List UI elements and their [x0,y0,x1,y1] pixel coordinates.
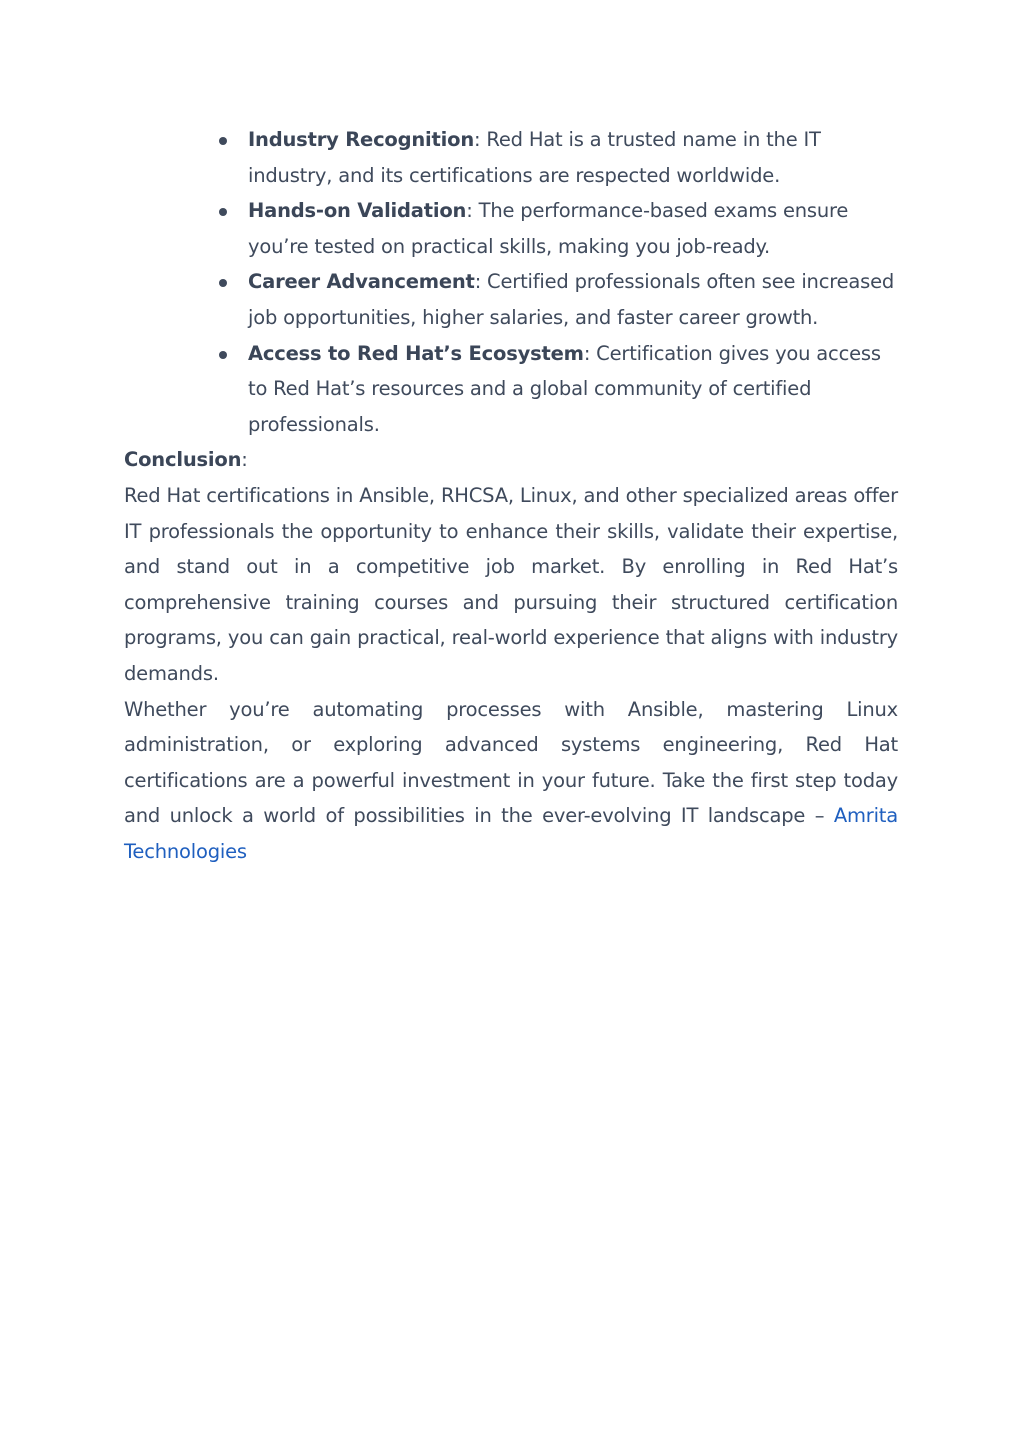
conclusion-paragraph-2-text: Whether you’re automating processes with Ansible, mastering Linux administration, or exploring advanced systems engineering, Red Hat certifications are a powerful investment in your future. Take the first step today and unlock a world of possibilities in the ever-evolving IT landscape [124,697,898,828]
conclusion-paragraph-2 [124,692,898,870]
bullet-term: Industry Recognition [248,128,475,151]
list-item [248,264,898,335]
conclusion-paragraph-1: Red Hat certifications in Ansible, RHCSA, Linux, and other specialized areas offer IT professionals the opportunity to enhance their skills, validate their expertise, and stand out in a competitive job market. By enrolling in Red Hat’s comprehensive training courses and pursuing their structured certification programs, you can gain practical, real-world experience that aligns with industry demands. [124,483,898,685]
document-content [124,122,898,869]
amrita-technologies-link[interactable]: Amrita Technologies [124,804,898,863]
list-item [248,336,898,443]
bullet-text: : Certified professionals often see increased job opportunities, higher salaries, and faster career growth. [248,270,895,329]
bullet-icon [219,279,227,287]
bullet-term: Hands-on Validation [248,199,467,223]
list-item [248,193,898,264]
bullet-text: : Certification gives you access to Red Hat’s resources and a global community of certified professionals. [248,341,881,436]
benefits-list [124,122,898,442]
bullet-term: Career Advancement [248,270,475,294]
conclusion-title: Conclusion [124,448,242,472]
conclusion-colon: : [241,448,248,472]
bullet-icon [219,208,227,216]
bullet-icon [219,351,227,359]
list-item [248,122,898,193]
dash-separator: – [814,804,825,828]
bullet-text: : Red Hat is a trusted name in the IT industry, and its certifications are respected worldwide. [248,128,821,187]
bullet-icon [219,137,227,145]
bullet-term: Access to Red Hat’s Ecosystem [248,341,584,365]
bullet-text: : The performance-based exams ensure you’re tested on practical skills, making you job-ready. [248,199,849,258]
conclusion-heading [124,442,898,478]
